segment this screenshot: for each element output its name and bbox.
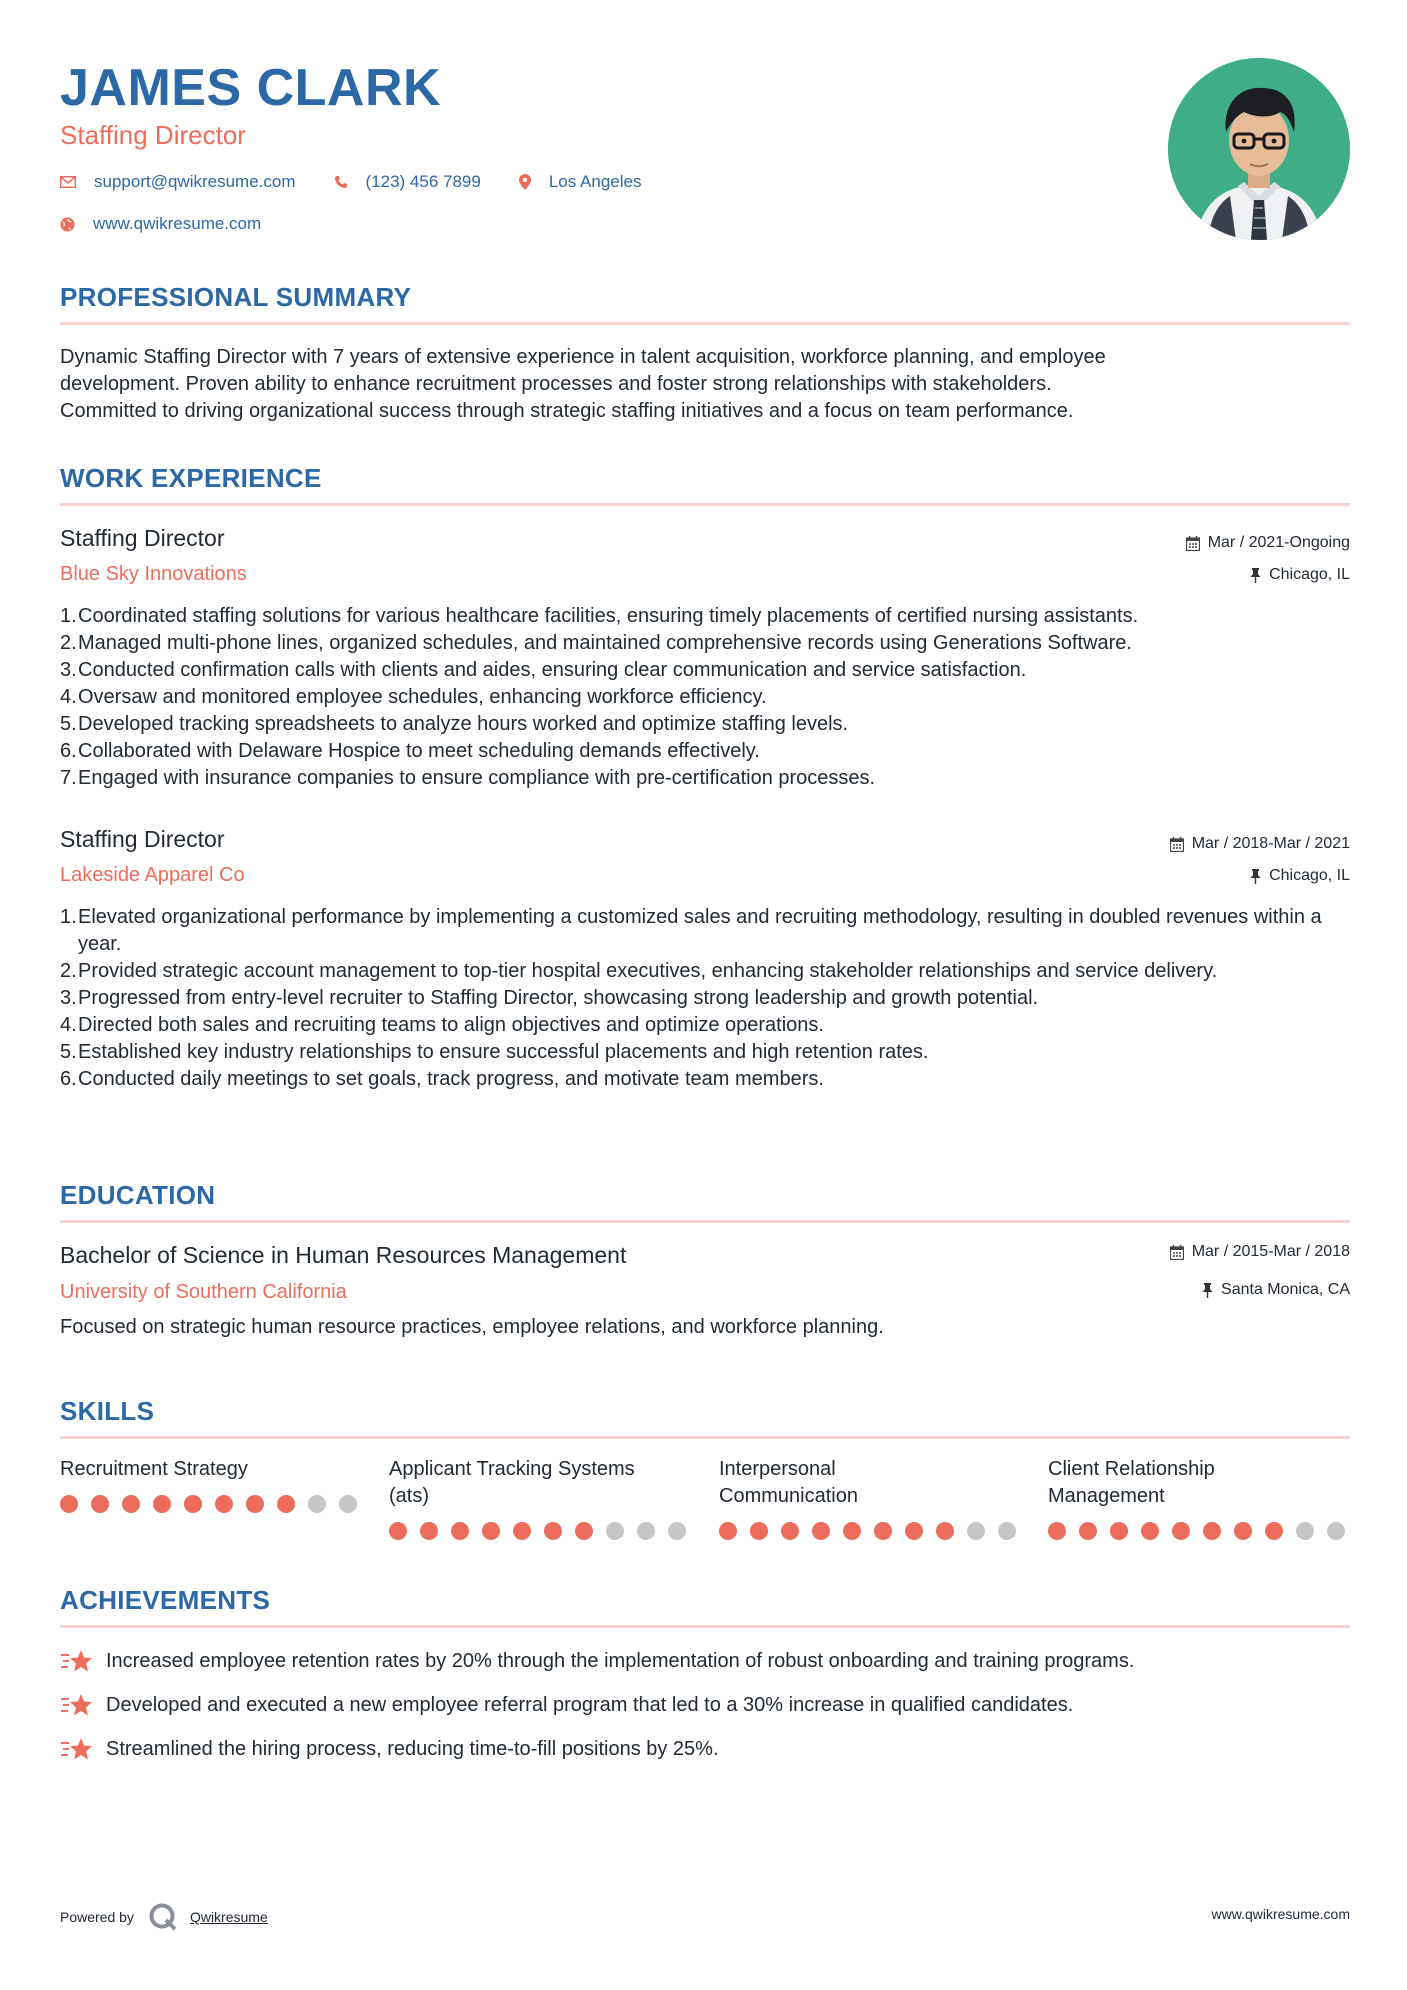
- skill-item: [60, 1456, 360, 1483]
- company-name: Lakeside Apparel Co: [60, 864, 245, 886]
- rating-dot-filled: [936, 1522, 954, 1540]
- achievement-item: [60, 1736, 719, 1762]
- bullet-item: 1. Elevated organizational performance by implementing a customized sales and recruiting methodology, resulting in doubled revenues within a year.: [60, 904, 1350, 958]
- rating-dot-filled: [482, 1522, 500, 1540]
- bullet-item: 2. Managed multi-phone lines, organized schedules, and maintained comprehensive records using Generations Software.: [60, 630, 1350, 657]
- skill-name: Recruitment Strategy: [60, 1458, 248, 1480]
- rating-dot-empty: [1296, 1522, 1314, 1540]
- email-text[interactable]: support@qwikresume.com: [94, 172, 296, 191]
- bullet-text: Engaged with insurance companies to ensure compliance with pre-certification processes.: [78, 767, 876, 789]
- website-text[interactable]: www.qwikresume.com: [93, 214, 262, 233]
- rating-dot-filled: [122, 1495, 140, 1513]
- contact-row: [60, 172, 679, 192]
- achievement-text: Developed and executed a new employee referral program that led to a 30% increase in qualified candidates.: [106, 1693, 1074, 1716]
- section-title-education: EDUCATION: [60, 1180, 216, 1210]
- skill-rating: [60, 1495, 370, 1513]
- summary-line: Committed to driving organizational success through strategic staffing initiatives and a focus on team performance.: [60, 400, 1074, 422]
- phone-text[interactable]: (123) 456 7899: [365, 172, 481, 191]
- powered-by-label: Powered by: [60, 1909, 134, 1925]
- rating-dot-filled: [451, 1522, 469, 1540]
- rating-dot-filled: [843, 1522, 861, 1540]
- rating-dot-filled: [1234, 1522, 1252, 1540]
- portrait-illustration: [1168, 58, 1350, 240]
- education-location: [1202, 1281, 1350, 1299]
- summary-line: Dynamic Staffing Director with 7 years of extensive experience in talent acquisition, workforce planning, and employee: [60, 346, 1106, 368]
- skill-name: Interpersonal Communication: [719, 1458, 858, 1507]
- bullet-item: 7. Engaged with insurance companies to ensure compliance with pre-certification processes.: [60, 765, 1350, 792]
- rating-dot-filled: [513, 1522, 531, 1540]
- calendar-icon: [1170, 837, 1184, 852]
- job-location: [1250, 566, 1350, 584]
- rating-dot-empty: [637, 1522, 655, 1540]
- skill-item: [389, 1456, 689, 1510]
- star-icon: [60, 1736, 94, 1762]
- rating-dot-filled: [389, 1522, 407, 1540]
- rating-dot-empty: [308, 1495, 326, 1513]
- footer-website[interactable]: www.qwikresume.com: [1211, 1906, 1350, 1922]
- job-location: [1250, 867, 1350, 885]
- section-divider: [60, 503, 1350, 506]
- calendar-icon: [1186, 536, 1200, 551]
- degree-title: Bachelor of Science in Human Resources Management: [60, 1242, 627, 1268]
- bullet-text: Conducted daily meetings to set goals, track progress, and motivate team members.: [78, 1068, 824, 1090]
- profile-photo: [1168, 58, 1350, 240]
- rating-dot-filled: [781, 1522, 799, 1540]
- bullet-item: 4. Directed both sales and recruiting teams to align objectives and optimize operations.: [60, 1012, 1350, 1039]
- bullet-text: Conducted confirmation calls with clients and aides, ensuring clear communication and service satisfaction.: [78, 659, 1027, 681]
- achievement-item: [60, 1692, 1073, 1718]
- candidate-role: Staffing Director: [60, 120, 246, 150]
- rating-dot-filled: [420, 1522, 438, 1540]
- bullet-item: 4. Oversaw and monitored employee schedules, enhancing workforce efficiency.: [60, 684, 1350, 711]
- rating-dot-filled: [184, 1495, 202, 1513]
- education-description: Focused on strategic human resource practices, employee relations, and workforce planning.: [60, 1316, 884, 1338]
- company-name: Blue Sky Innovations: [60, 563, 247, 585]
- bullet-item: 6. Collaborated with Delaware Hospice to meet scheduling demands effectively.: [60, 738, 1350, 765]
- section-divider: [60, 1625, 1350, 1628]
- section-title-experience: WORK EXPERIENCE: [60, 463, 322, 493]
- bullet-text: Progressed from entry-level recruiter to Staffing Director, showcasing strong leadership and growth potential.: [78, 987, 1039, 1009]
- section-title-skills: SKILLS: [60, 1396, 155, 1426]
- section-divider: [60, 1220, 1350, 1223]
- bullet-text: Developed tracking spreadsheets to analyze hours worked and optimize staffing levels.: [78, 713, 849, 735]
- bullet-item: 2. Provided strategic account management to top-tier hospital executives, enhancing stakeholder relationships and service delivery.: [60, 958, 1350, 985]
- job-bullets: [60, 904, 1350, 1093]
- bullet-text: Directed both sales and recruiting teams to align objectives and optimize operations.: [78, 1014, 824, 1036]
- section-divider: [60, 322, 1350, 325]
- bullet-text: Coordinated staffing solutions for various healthcare facilities, ensuring timely placements of certified nursing assistants.: [78, 605, 1139, 627]
- rating-dot-filled: [812, 1522, 830, 1540]
- bullet-item: 5. Developed tracking spreadsheets to analyze hours worked and optimize staffing levels.: [60, 711, 1350, 738]
- rating-dot-filled: [874, 1522, 892, 1540]
- rating-dot-empty: [606, 1522, 624, 1540]
- achievement-text: Increased employee retention rates by 20% through the implementation of robust onboarding and training programs.: [106, 1649, 1135, 1672]
- rating-dot-filled: [60, 1495, 78, 1513]
- job-bullets: [60, 603, 1350, 792]
- dates-text: Mar / 2018-Mar / 2021: [1191, 835, 1350, 852]
- bullet-item: 1. Coordinated staffing solutions for various healthcare facilities, ensuring timely placements of certified nursing assistants.: [60, 603, 1350, 630]
- bullet-text: Oversaw and monitored employee schedules, enhancing workforce efficiency.: [78, 686, 767, 708]
- education-dates: [1170, 1243, 1350, 1261]
- bullet-item: 3. Conducted confirmation calls with clients and aides, ensuring clear communication and service satisfaction.: [60, 657, 1350, 684]
- bullet-text: Collaborated with Delaware Hospice to meet scheduling demands effectively.: [78, 740, 760, 762]
- skill-item: [719, 1456, 979, 1510]
- bullet-text: Elevated organizational performance by implementing a customized sales and recruiting methodology, resulting in doubled revenues within a year.: [78, 906, 1322, 955]
- star-icon: [60, 1648, 94, 1674]
- rating-dot-filled: [905, 1522, 923, 1540]
- job-dates: [1170, 835, 1350, 853]
- footer-powered-by: [60, 1902, 268, 1932]
- summary-text: [60, 344, 1350, 425]
- rating-dot-empty: [1327, 1522, 1345, 1540]
- skill-rating: [389, 1522, 699, 1540]
- job-title: Staffing Director: [60, 826, 225, 852]
- phone-icon: [334, 175, 348, 189]
- bullet-item: 5. Established key industry relationships to ensure successful placements and high retention rates.: [60, 1039, 1350, 1066]
- skill-rating: [1048, 1522, 1358, 1540]
- website-row: [60, 214, 299, 234]
- rating-dot-filled: [153, 1495, 171, 1513]
- rating-dot-filled: [246, 1495, 264, 1513]
- location-text: Los Angeles: [548, 172, 642, 191]
- bullet-item: 6. Conducted daily meetings to set goals, track progress, and motivate team members.: [60, 1066, 1350, 1093]
- qwikresume-logo-icon: [148, 1902, 178, 1932]
- rating-dot-empty: [339, 1495, 357, 1513]
- achievement-item: [60, 1648, 1134, 1674]
- pin-icon: [1202, 1283, 1213, 1298]
- rating-dot-filled: [719, 1522, 737, 1540]
- location-text: Chicago, IL: [1269, 867, 1350, 884]
- section-title-achievements: ACHIEVEMENTS: [60, 1585, 271, 1615]
- rating-dot-filled: [277, 1495, 295, 1513]
- job-dates: [1186, 534, 1350, 552]
- location-item: [519, 172, 642, 192]
- skill-name: Client Relationship Management: [1048, 1458, 1215, 1507]
- website-item[interactable]: [60, 214, 261, 234]
- skill-rating: [719, 1522, 1029, 1540]
- phone-item[interactable]: [334, 172, 481, 192]
- skill-name: Applicant Tracking Systems (ats): [389, 1458, 635, 1507]
- rating-dot-empty: [668, 1522, 686, 1540]
- bullet-text: Established key industry relationships to ensure successful placements and high retention rates.: [78, 1041, 929, 1063]
- powered-by-link[interactable]: Qwikresume: [189, 1909, 268, 1925]
- email-item[interactable]: [60, 172, 296, 192]
- skill-item: [1048, 1456, 1308, 1510]
- candidate-name: JAMES CLARK: [60, 59, 442, 117]
- rating-dot-empty: [998, 1522, 1016, 1540]
- bullet-item: 3. Progressed from entry-level recruiter to Staffing Director, showcasing strong leadership and growth potential.: [60, 985, 1350, 1012]
- summary-line: development. Proven ability to enhance recruitment processes and foster strong relationships with stakeholders.: [60, 373, 1052, 395]
- rating-dot-filled: [750, 1522, 768, 1540]
- globe-icon: [60, 217, 75, 232]
- school-name: University of Southern California: [60, 1281, 347, 1303]
- rating-dot-filled: [1141, 1522, 1159, 1540]
- envelope-icon: [60, 176, 76, 188]
- job-title: Staffing Director: [60, 525, 225, 551]
- rating-dot-filled: [544, 1522, 562, 1540]
- pin-icon: [1250, 568, 1261, 583]
- rating-dot-filled: [1203, 1522, 1221, 1540]
- rating-dot-filled: [575, 1522, 593, 1540]
- rating-dot-filled: [1048, 1522, 1066, 1540]
- map-pin-icon: [519, 174, 531, 190]
- rating-dot-empty: [967, 1522, 985, 1540]
- rating-dot-filled: [1172, 1522, 1190, 1540]
- location-text: Santa Monica, CA: [1221, 1281, 1350, 1298]
- calendar-icon: [1170, 1245, 1184, 1260]
- achievement-text: Streamlined the hiring process, reducing time-to-fill positions by 25%.: [106, 1737, 719, 1760]
- rating-dot-filled: [1265, 1522, 1283, 1540]
- location-text: Chicago, IL: [1269, 566, 1350, 583]
- rating-dot-filled: [215, 1495, 233, 1513]
- rating-dot-filled: [1079, 1522, 1097, 1540]
- pin-icon: [1250, 869, 1261, 884]
- bullet-text: Managed multi-phone lines, organized schedules, and maintained comprehensive records using Generations Software.: [78, 632, 1132, 654]
- dates-text: Mar / 2015-Mar / 2018: [1191, 1243, 1350, 1260]
- section-title-summary: PROFESSIONAL SUMMARY: [60, 282, 412, 312]
- bullet-text: Provided strategic account management to top-tier hospital executives, enhancing stakeholder relationships and service delivery.: [78, 960, 1218, 982]
- rating-dot-filled: [1110, 1522, 1128, 1540]
- star-icon: [60, 1692, 94, 1718]
- rating-dot-filled: [91, 1495, 109, 1513]
- dates-text: Mar / 2021-Ongoing: [1207, 534, 1350, 551]
- section-divider: [60, 1436, 1350, 1439]
